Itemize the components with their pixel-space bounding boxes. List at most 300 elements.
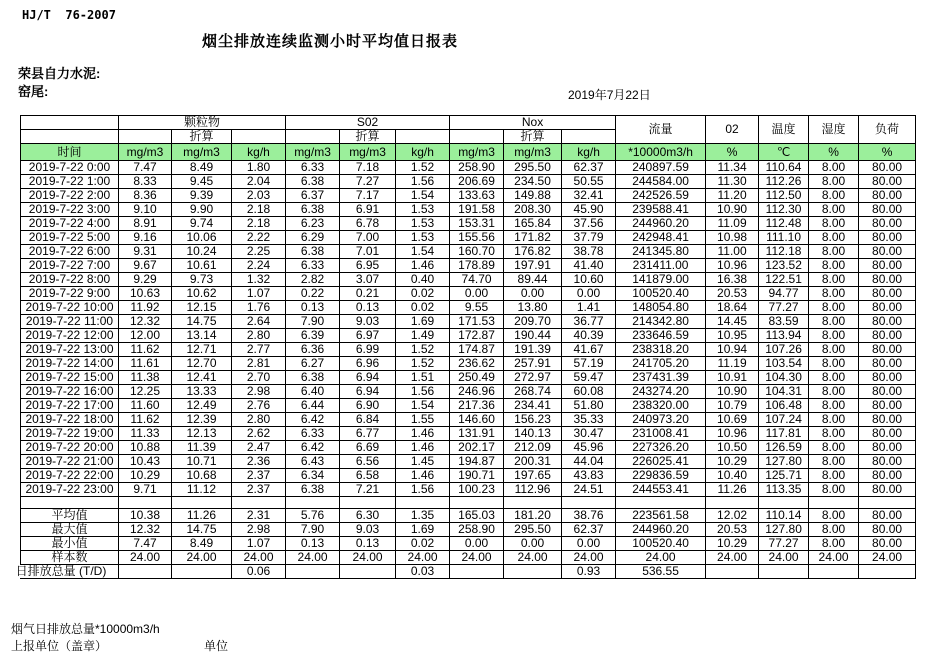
value-cell: 12.25 <box>119 385 172 399</box>
daily-total-label-text: 日排放总量 (T/D) <box>15 564 107 578</box>
table-row <box>21 455 916 469</box>
header-unit: % <box>809 144 859 161</box>
header-so2-converted: 折算 <box>340 130 396 144</box>
value-cell: 80.00 <box>859 509 916 523</box>
value-cell: 10.96 <box>706 427 759 441</box>
value-cell: 171.53 <box>450 315 504 329</box>
value-cell <box>286 565 340 579</box>
time-cell: 2019-7-22 9:00 <box>21 287 119 301</box>
value-cell: 0.00 <box>450 287 504 301</box>
value-cell: 202.17 <box>450 441 504 455</box>
value-cell <box>450 565 504 579</box>
value-cell: 2.37 <box>232 483 286 497</box>
value-cell: 80.00 <box>859 537 916 551</box>
value-cell: 2.18 <box>232 217 286 231</box>
value-cell: 11.33 <box>119 427 172 441</box>
value-cell: 20.53 <box>706 523 759 537</box>
value-cell: 13.14 <box>172 329 232 343</box>
value-cell: 153.31 <box>450 217 504 231</box>
header-unit: mg/m3 <box>172 144 232 161</box>
value-cell: 226025.41 <box>616 455 706 469</box>
value-cell: 0.22 <box>286 287 340 301</box>
value-cell: 2.36 <box>232 455 286 469</box>
table-row <box>21 413 916 427</box>
header-unit: mg/m3 <box>119 144 172 161</box>
value-cell: 2.70 <box>232 371 286 385</box>
value-cell: 223561.58 <box>616 509 706 523</box>
value-cell: 244553.41 <box>616 483 706 497</box>
value-cell <box>759 565 809 579</box>
value-cell: 1.49 <box>396 329 450 343</box>
value-cell: 1.32 <box>232 273 286 287</box>
time-cell: 2019-7-22 12:00 <box>21 329 119 343</box>
value-cell: 1.69 <box>396 315 450 329</box>
value-cell: 80.00 <box>859 455 916 469</box>
value-cell: 1.41 <box>562 301 616 315</box>
value-cell: 156.23 <box>504 413 562 427</box>
value-cell: 191.58 <box>450 203 504 217</box>
value-cell: 24.00 <box>172 551 232 565</box>
value-cell: 6.58 <box>340 469 396 483</box>
value-cell: 209.70 <box>504 315 562 329</box>
value-cell: 112.96 <box>504 483 562 497</box>
value-cell: 80.00 <box>859 469 916 483</box>
value-cell: 10.61 <box>172 259 232 273</box>
value-cell: 11.39 <box>172 441 232 455</box>
value-cell: 24.00 <box>119 551 172 565</box>
value-cell: 2.04 <box>232 175 286 189</box>
time-cell: 2019-7-22 0:00 <box>21 161 119 175</box>
value-cell: 37.79 <box>562 231 616 245</box>
value-cell: 112.18 <box>759 245 809 259</box>
value-cell: 7.01 <box>340 245 396 259</box>
summary-label: 最大值 <box>21 523 119 537</box>
table-row <box>21 287 916 301</box>
value-cell: 295.50 <box>504 161 562 175</box>
monitoring-table <box>15 115 916 579</box>
value-cell: 8.00 <box>809 441 859 455</box>
value-cell <box>859 565 916 579</box>
value-cell: 41.40 <box>562 259 616 273</box>
value-cell: 8.00 <box>809 245 859 259</box>
value-cell: 77.27 <box>759 537 809 551</box>
value-cell: 12.41 <box>172 371 232 385</box>
value-cell: 2.24 <box>232 259 286 273</box>
value-cell: 80.00 <box>859 343 916 357</box>
header-blank-cell <box>232 130 286 144</box>
value-cell: 9.71 <box>119 483 172 497</box>
value-cell <box>706 565 759 579</box>
value-cell: 10.60 <box>562 273 616 287</box>
time-cell: 2019-7-22 13:00 <box>21 343 119 357</box>
value-cell: 140.13 <box>504 427 562 441</box>
value-cell: 2.80 <box>232 329 286 343</box>
value-cell: 80.00 <box>859 441 916 455</box>
value-cell: 10.91 <box>706 371 759 385</box>
value-cell: 212.09 <box>504 441 562 455</box>
value-cell: 11.62 <box>119 343 172 357</box>
header-unit: ℃ <box>759 144 809 161</box>
time-cell: 2019-7-22 2:00 <box>21 189 119 203</box>
header-blank-cell <box>450 130 504 144</box>
header-blank-cell <box>396 130 450 144</box>
value-cell: 8.00 <box>809 175 859 189</box>
value-cell: 12.49 <box>172 399 232 413</box>
value-cell: 178.89 <box>450 259 504 273</box>
value-cell: 10.79 <box>706 399 759 413</box>
value-cell: 197.65 <box>504 469 562 483</box>
header-pm-converted: 折算 <box>172 130 232 144</box>
value-cell: 80.00 <box>859 371 916 385</box>
value-cell: 10.06 <box>172 231 232 245</box>
value-cell: 113.94 <box>759 329 809 343</box>
value-cell: 80.00 <box>859 231 916 245</box>
value-cell: 1.46 <box>396 259 450 273</box>
value-cell: 8.00 <box>809 273 859 287</box>
table-row <box>21 329 916 343</box>
value-cell: 8.00 <box>809 315 859 329</box>
value-cell: 37.56 <box>562 217 616 231</box>
value-cell: 8.00 <box>809 469 859 483</box>
value-cell: 1.54 <box>396 399 450 413</box>
value-cell: 6.39 <box>286 329 340 343</box>
table-row <box>21 203 916 217</box>
empty-cell <box>809 497 859 509</box>
value-cell: 12.70 <box>172 357 232 371</box>
value-cell: 24.00 <box>859 551 916 565</box>
value-cell: 2.76 <box>232 399 286 413</box>
value-cell: 35.33 <box>562 413 616 427</box>
value-cell: 6.40 <box>286 385 340 399</box>
empty-cell <box>119 497 172 509</box>
value-cell: 1.45 <box>396 455 450 469</box>
time-cell: 2019-7-22 21:00 <box>21 455 119 469</box>
value-cell: 10.69 <box>706 413 759 427</box>
value-cell: 11.60 <box>119 399 172 413</box>
value-cell: 6.43 <box>286 455 340 469</box>
value-cell: 242948.41 <box>616 231 706 245</box>
value-cell: 80.00 <box>859 161 916 175</box>
value-cell <box>340 565 396 579</box>
value-cell: 6.94 <box>340 385 396 399</box>
table-row <box>21 427 916 441</box>
value-cell <box>172 565 232 579</box>
value-cell: 8.33 <box>119 175 172 189</box>
value-cell: 8.00 <box>809 259 859 273</box>
value-cell: 536.55 <box>616 565 706 579</box>
value-cell: 11.26 <box>706 483 759 497</box>
value-cell: 11.09 <box>706 217 759 231</box>
summary-row <box>21 523 916 537</box>
value-cell: 1.46 <box>396 441 450 455</box>
value-cell: 11.92 <box>119 301 172 315</box>
value-cell: 10.38 <box>119 509 172 523</box>
value-cell: 80.00 <box>859 245 916 259</box>
value-cell: 9.73 <box>172 273 232 287</box>
value-cell: 104.30 <box>759 371 809 385</box>
value-cell: 172.87 <box>450 329 504 343</box>
empty-cell <box>706 497 759 509</box>
table-row <box>21 189 916 203</box>
daily-total-row <box>21 565 916 579</box>
value-cell: 2.37 <box>232 469 286 483</box>
empty-cell <box>759 497 809 509</box>
value-cell: 6.42 <box>286 413 340 427</box>
value-cell: 3.07 <box>340 273 396 287</box>
value-cell: 103.54 <box>759 357 809 371</box>
header-flow: 流量 <box>616 116 706 144</box>
page-title: 烟尘排放连续监测小时平均值日报表 <box>201 33 458 50</box>
value-cell: 11.26 <box>172 509 232 523</box>
value-cell: 0.40 <box>396 273 450 287</box>
value-cell: 24.00 <box>562 551 616 565</box>
value-cell: 9.10 <box>119 203 172 217</box>
value-cell: 62.37 <box>562 161 616 175</box>
value-cell: 6.33 <box>286 161 340 175</box>
value-cell: 10.29 <box>706 537 759 551</box>
header-unit: mg/m3 <box>504 144 562 161</box>
value-cell: 9.67 <box>119 259 172 273</box>
value-cell: 6.95 <box>340 259 396 273</box>
value-cell: 1.54 <box>396 189 450 203</box>
value-cell: 2.31 <box>232 509 286 523</box>
value-cell: 133.63 <box>450 189 504 203</box>
value-cell: 6.56 <box>340 455 396 469</box>
time-cell: 2019-7-22 16:00 <box>21 385 119 399</box>
empty-cell <box>232 497 286 509</box>
value-cell: 12.15 <box>172 301 232 315</box>
table-row <box>21 273 916 287</box>
value-cell: 10.90 <box>706 385 759 399</box>
summary-label: 样本数 <box>21 551 119 565</box>
value-cell: 238318.20 <box>616 343 706 357</box>
value-cell: 10.68 <box>172 469 232 483</box>
value-cell: 0.06 <box>232 565 286 579</box>
flue-gas-total-note: 烟气日排放总量*10000m3/h <box>11 622 160 636</box>
value-cell: 8.00 <box>809 371 859 385</box>
value-cell: 89.44 <box>504 273 562 287</box>
value-cell: 11.00 <box>706 245 759 259</box>
time-cell: 2019-7-22 3:00 <box>21 203 119 217</box>
value-cell <box>504 565 562 579</box>
value-cell: 244584.00 <box>616 175 706 189</box>
value-cell: 1.53 <box>396 231 450 245</box>
table-row <box>21 385 916 399</box>
value-cell: 100520.40 <box>616 287 706 301</box>
value-cell: 0.13 <box>286 537 340 551</box>
value-cell: 80.00 <box>859 217 916 231</box>
value-cell: 2.64 <box>232 315 286 329</box>
value-cell: 236.62 <box>450 357 504 371</box>
value-cell: 0.02 <box>396 301 450 315</box>
value-cell: 6.97 <box>340 329 396 343</box>
value-cell: 1.35 <box>396 509 450 523</box>
value-cell: 44.04 <box>562 455 616 469</box>
summary-row <box>21 509 916 523</box>
value-cell: 6.42 <box>286 441 340 455</box>
monitoring-point-label: 窑尾: <box>18 84 49 99</box>
value-cell: 110.64 <box>759 161 809 175</box>
value-cell: 127.80 <box>759 523 809 537</box>
value-cell: 200.31 <box>504 455 562 469</box>
standard-code: HJ/T 76-2007 <box>22 8 116 22</box>
time-cell: 2019-7-22 7:00 <box>21 259 119 273</box>
value-cell: 11.30 <box>706 175 759 189</box>
value-cell: 11.38 <box>119 371 172 385</box>
value-cell: 45.90 <box>562 203 616 217</box>
value-cell: 10.88 <box>119 441 172 455</box>
value-cell: 8.00 <box>809 523 859 537</box>
value-cell: 2.98 <box>232 523 286 537</box>
value-cell: 8.00 <box>809 287 859 301</box>
value-cell: 80.00 <box>859 483 916 497</box>
header-units-row <box>21 144 916 161</box>
empty-cell <box>21 497 119 509</box>
value-cell: 45.96 <box>562 441 616 455</box>
value-cell: 229836.59 <box>616 469 706 483</box>
value-cell: 9.29 <box>119 273 172 287</box>
value-cell: 14.75 <box>172 315 232 329</box>
value-cell: 8.00 <box>809 509 859 523</box>
table-row <box>21 301 916 315</box>
value-cell: 111.10 <box>759 231 809 245</box>
value-cell: 234.41 <box>504 399 562 413</box>
header-unit: % <box>859 144 916 161</box>
value-cell: 2.98 <box>232 385 286 399</box>
header-unit: kg/h <box>232 144 286 161</box>
value-cell: 2.62 <box>232 427 286 441</box>
reporting-org-label: 上报单位（盖章） <box>11 639 108 653</box>
summary-row <box>21 551 916 565</box>
value-cell: 1.55 <box>396 413 450 427</box>
value-cell: 148054.80 <box>616 301 706 315</box>
value-cell: 231411.00 <box>616 259 706 273</box>
value-cell: 0.13 <box>286 301 340 315</box>
value-cell: 30.47 <box>562 427 616 441</box>
header-unit: kg/h <box>396 144 450 161</box>
time-cell: 2019-7-22 1:00 <box>21 175 119 189</box>
value-cell: 6.44 <box>286 399 340 413</box>
value-cell: 2.47 <box>232 441 286 455</box>
value-cell: 11.12 <box>172 483 232 497</box>
header-blank-cell <box>21 130 119 144</box>
value-cell: 80.00 <box>859 315 916 329</box>
value-cell: 6.77 <box>340 427 396 441</box>
time-cell: 2019-7-22 10:00 <box>21 301 119 315</box>
value-cell: 2.82 <box>286 273 340 287</box>
value-cell: 8.36 <box>119 189 172 203</box>
table-row <box>21 315 916 329</box>
value-cell: 1.80 <box>232 161 286 175</box>
value-cell: 6.34 <box>286 469 340 483</box>
time-cell: 2019-7-22 15:00 <box>21 371 119 385</box>
value-cell: 171.82 <box>504 231 562 245</box>
header-nox-group: Nox <box>450 116 616 130</box>
value-cell: 6.38 <box>286 483 340 497</box>
value-cell: 80.00 <box>859 357 916 371</box>
value-cell: 0.00 <box>504 287 562 301</box>
header-blank-cell <box>562 130 616 144</box>
value-cell: 1.46 <box>396 469 450 483</box>
value-cell: 80.00 <box>859 175 916 189</box>
value-cell: 12.39 <box>172 413 232 427</box>
empty-cell <box>859 497 916 509</box>
header-group-row <box>21 116 916 130</box>
value-cell: 106.48 <box>759 399 809 413</box>
value-cell: 104.31 <box>759 385 809 399</box>
value-cell: 12.00 <box>119 329 172 343</box>
value-cell: 257.91 <box>504 357 562 371</box>
value-cell: 6.99 <box>340 343 396 357</box>
value-cell: 24.00 <box>616 551 706 565</box>
value-cell: 0.13 <box>340 537 396 551</box>
value-cell: 6.38 <box>286 245 340 259</box>
table-row <box>21 175 916 189</box>
value-cell: 1.52 <box>396 161 450 175</box>
value-cell: 239588.41 <box>616 203 706 217</box>
value-cell: 7.47 <box>119 537 172 551</box>
value-cell: 10.40 <box>706 469 759 483</box>
value-cell: 113.35 <box>759 483 809 497</box>
value-cell: 10.29 <box>706 455 759 469</box>
value-cell: 8.49 <box>172 537 232 551</box>
value-cell: 246.96 <box>450 385 504 399</box>
value-cell: 155.56 <box>450 231 504 245</box>
time-cell: 2019-7-22 14:00 <box>21 357 119 371</box>
empty-cell <box>616 497 706 509</box>
value-cell: 250.49 <box>450 371 504 385</box>
value-cell: 5.76 <box>286 509 340 523</box>
value-cell: 6.36 <box>286 343 340 357</box>
value-cell: 74.70 <box>450 273 504 287</box>
value-cell: 24.00 <box>450 551 504 565</box>
value-cell: 24.00 <box>759 551 809 565</box>
company-name: 荣县自力水泥: <box>18 66 101 81</box>
value-cell: 8.00 <box>809 399 859 413</box>
header-humidity: 湿度 <box>809 116 859 144</box>
table-row <box>21 259 916 273</box>
value-cell: 59.47 <box>562 371 616 385</box>
value-cell: 11.62 <box>119 413 172 427</box>
value-cell: 80.00 <box>859 203 916 217</box>
value-cell: 127.80 <box>759 455 809 469</box>
value-cell: 77.27 <box>759 301 809 315</box>
value-cell: 7.27 <box>340 175 396 189</box>
value-cell: 80.00 <box>859 287 916 301</box>
value-cell: 12.32 <box>119 315 172 329</box>
value-cell: 6.27 <box>286 357 340 371</box>
value-cell: 11.34 <box>706 161 759 175</box>
value-cell: 243274.20 <box>616 385 706 399</box>
value-cell: 217.36 <box>450 399 504 413</box>
value-cell: 268.74 <box>504 385 562 399</box>
value-cell: 7.00 <box>340 231 396 245</box>
value-cell: 6.29 <box>286 231 340 245</box>
empty-cell <box>504 497 562 509</box>
value-cell: 9.03 <box>340 315 396 329</box>
table-row <box>21 217 916 231</box>
value-cell: 123.52 <box>759 259 809 273</box>
value-cell: 0.02 <box>396 537 450 551</box>
value-cell: 1.76 <box>232 301 286 315</box>
value-cell: 146.60 <box>450 413 504 427</box>
time-cell: 2019-7-22 4:00 <box>21 217 119 231</box>
value-cell: 112.50 <box>759 189 809 203</box>
value-cell: 10.24 <box>172 245 232 259</box>
value-cell: 208.30 <box>504 203 562 217</box>
value-cell: 8.00 <box>809 427 859 441</box>
value-cell: 24.00 <box>286 551 340 565</box>
